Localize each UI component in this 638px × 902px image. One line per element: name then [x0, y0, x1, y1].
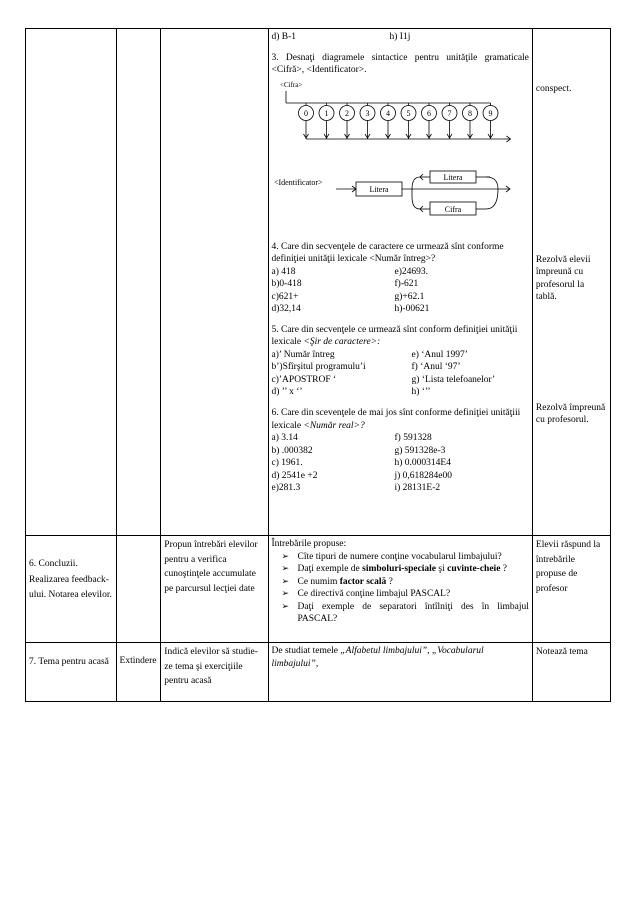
digit-label: 4	[385, 108, 390, 118]
option-right: h) 0.000314E4	[394, 458, 451, 469]
cell-type: Extindere	[116, 643, 161, 702]
option-right: f) 591328	[394, 433, 432, 444]
cell-student-activity: Notează tema	[532, 643, 610, 702]
digit-label: 2	[344, 108, 349, 118]
option-left: d)32,14	[271, 304, 301, 315]
list-item	[272, 266, 529, 279]
list-item	[272, 349, 529, 362]
option-right: i) 28131E-2	[394, 483, 441, 494]
list-item	[272, 303, 529, 316]
digit-label: 5	[406, 108, 410, 118]
option-right: h)-00621	[394, 304, 430, 315]
syntax-diagram-identificator	[272, 169, 518, 237]
option-left: a)’ Număr întreg	[271, 349, 335, 360]
digit-label: 1	[324, 108, 328, 118]
syntax-diagram-cifra	[272, 77, 518, 155]
table-row	[26, 29, 611, 536]
question-3: 3. Desnaţi diagramele sintactice pentru unităţile gramaticale <Cifră>, <Identificator>.	[271, 52, 529, 76]
box-litera-main: Litera	[368, 184, 389, 194]
digit-label: 6	[426, 108, 431, 118]
list-item	[272, 386, 529, 399]
question-4-options	[272, 266, 529, 316]
list-item	[272, 457, 529, 470]
list-item	[272, 432, 529, 445]
cell-content: De studiat temele „Alfabetul limbajului”, „Vocabularul limbajului”,	[268, 643, 532, 702]
question-6: 6. Care din scevenţele de mai jos sînt conforme definiţiei unităţiii lexicale <Număr real>?	[271, 407, 521, 431]
digit-label: 0	[303, 108, 308, 118]
list-item: ➢ Daţi exemple de simboluri-speciale şi cuvinte-cheie ?	[272, 563, 529, 576]
option-right: g)+62.1	[394, 291, 425, 302]
lesson-plan-table	[25, 28, 611, 702]
cell-student-activity	[532, 29, 610, 536]
box-litera-top: Litera	[442, 172, 463, 182]
option-left: c)’APOSTROF ‘	[271, 374, 337, 385]
digit-label: 8	[467, 108, 472, 118]
option-left: a) 418	[271, 266, 296, 277]
option-right: g) 591328e-3	[394, 445, 446, 456]
questions-list	[272, 551, 529, 626]
option-right: f) ‘Anul ‘97’	[411, 362, 461, 373]
list-item	[272, 291, 529, 304]
note-solve-teacher: Rezolvă împreună cu profesorul.	[535, 402, 606, 426]
list-item	[272, 374, 529, 387]
option-left: c)621+	[271, 291, 299, 302]
diagram-label-cifra: <Cifra>	[279, 80, 302, 89]
box-cifra: Cifra	[444, 204, 461, 214]
list-item: ➢ Daţi exemple de separatori întîlniţi des în limbajul PASCAL?	[272, 601, 529, 626]
diagram-label-identificator: <Identificator>	[273, 177, 323, 187]
list-item: ➢ Cîte tipuri de numere conţine vocabularul limbajului?	[272, 551, 529, 564]
question-4: 4. Care din secvenţele de caractere ce urmează sînt conforme definiţiei unităţii lexicale <Număr întreg>?	[271, 241, 504, 265]
cell-content	[268, 536, 532, 643]
cell-content	[268, 29, 532, 536]
option-right: g) ‘Lista telefoanelor’	[411, 374, 496, 385]
cell-teacher-activity	[161, 29, 268, 536]
option-right: e) ‘Anul 1997’	[411, 349, 468, 360]
cell-type	[116, 29, 161, 536]
list-item: ➢ Ce directivă conţine limbajul PASCAL?	[272, 588, 529, 601]
option-left: d) 2541e +2	[271, 470, 318, 481]
digit-label: 3	[365, 108, 369, 118]
digit-label: 7	[447, 108, 451, 118]
option-left: b) .000382	[271, 445, 313, 456]
cell-student-activity: Elevii răspund la întrebările propuse de profesor	[532, 536, 610, 643]
option-left: b’)Sfîrşitul programulu’i	[271, 362, 366, 373]
list-item	[272, 482, 529, 495]
questions-title: Întrebările propuse:	[271, 539, 347, 549]
cell-teacher-activity: Indică elevilor să studie-ze tema şi exerciţiile pentru acasă	[161, 643, 268, 702]
list-item	[272, 278, 529, 291]
note-conspect: conspect.	[535, 84, 572, 94]
list-item	[272, 470, 529, 483]
cell-stage	[26, 29, 117, 536]
table-row	[26, 536, 611, 643]
option-left: b)0-418	[271, 279, 302, 290]
question-5: 5. Care din secvenţele ce urmează sînt conform definiţiei unităţii lexicale <Şir de caractere>:	[271, 324, 518, 348]
cell-teacher-activity: Propun întrebări elevilor pentru a verifica cunoştinţele accumulate pe parcursul lecţiei date	[161, 536, 268, 643]
list-item: ➢ Ce numim factor scală ?	[272, 576, 529, 589]
question-6-options	[272, 432, 529, 495]
note-solve-board: Rezolvă elevii împreună cu profesorul la tablă.	[535, 254, 591, 303]
cell-type	[116, 536, 161, 643]
option-right: j) 0,618284e00	[394, 470, 453, 481]
option-left: c) 1961.	[271, 458, 303, 469]
option-left: d) ’’ x ‘’	[271, 387, 303, 398]
table-row	[26, 643, 611, 702]
option-right: f)-621	[394, 279, 419, 290]
list-item	[272, 361, 529, 374]
option-left: a) 3.14	[271, 433, 298, 444]
option-right: h) ‘’’	[411, 387, 431, 398]
question-5-options	[272, 349, 529, 399]
digit-label: 9	[488, 108, 492, 118]
option-right: e)24693.	[394, 266, 429, 277]
answer-line-d: d) B-1 h) I1j	[271, 32, 411, 42]
option-left: e)281.3	[271, 483, 301, 494]
cell-stage: 7. Tema pentru acasă	[26, 643, 117, 702]
cell-stage: 6. Concluzii. Realizarea feedback-ului. Notarea elevilor.	[26, 536, 117, 643]
list-item	[272, 445, 529, 458]
